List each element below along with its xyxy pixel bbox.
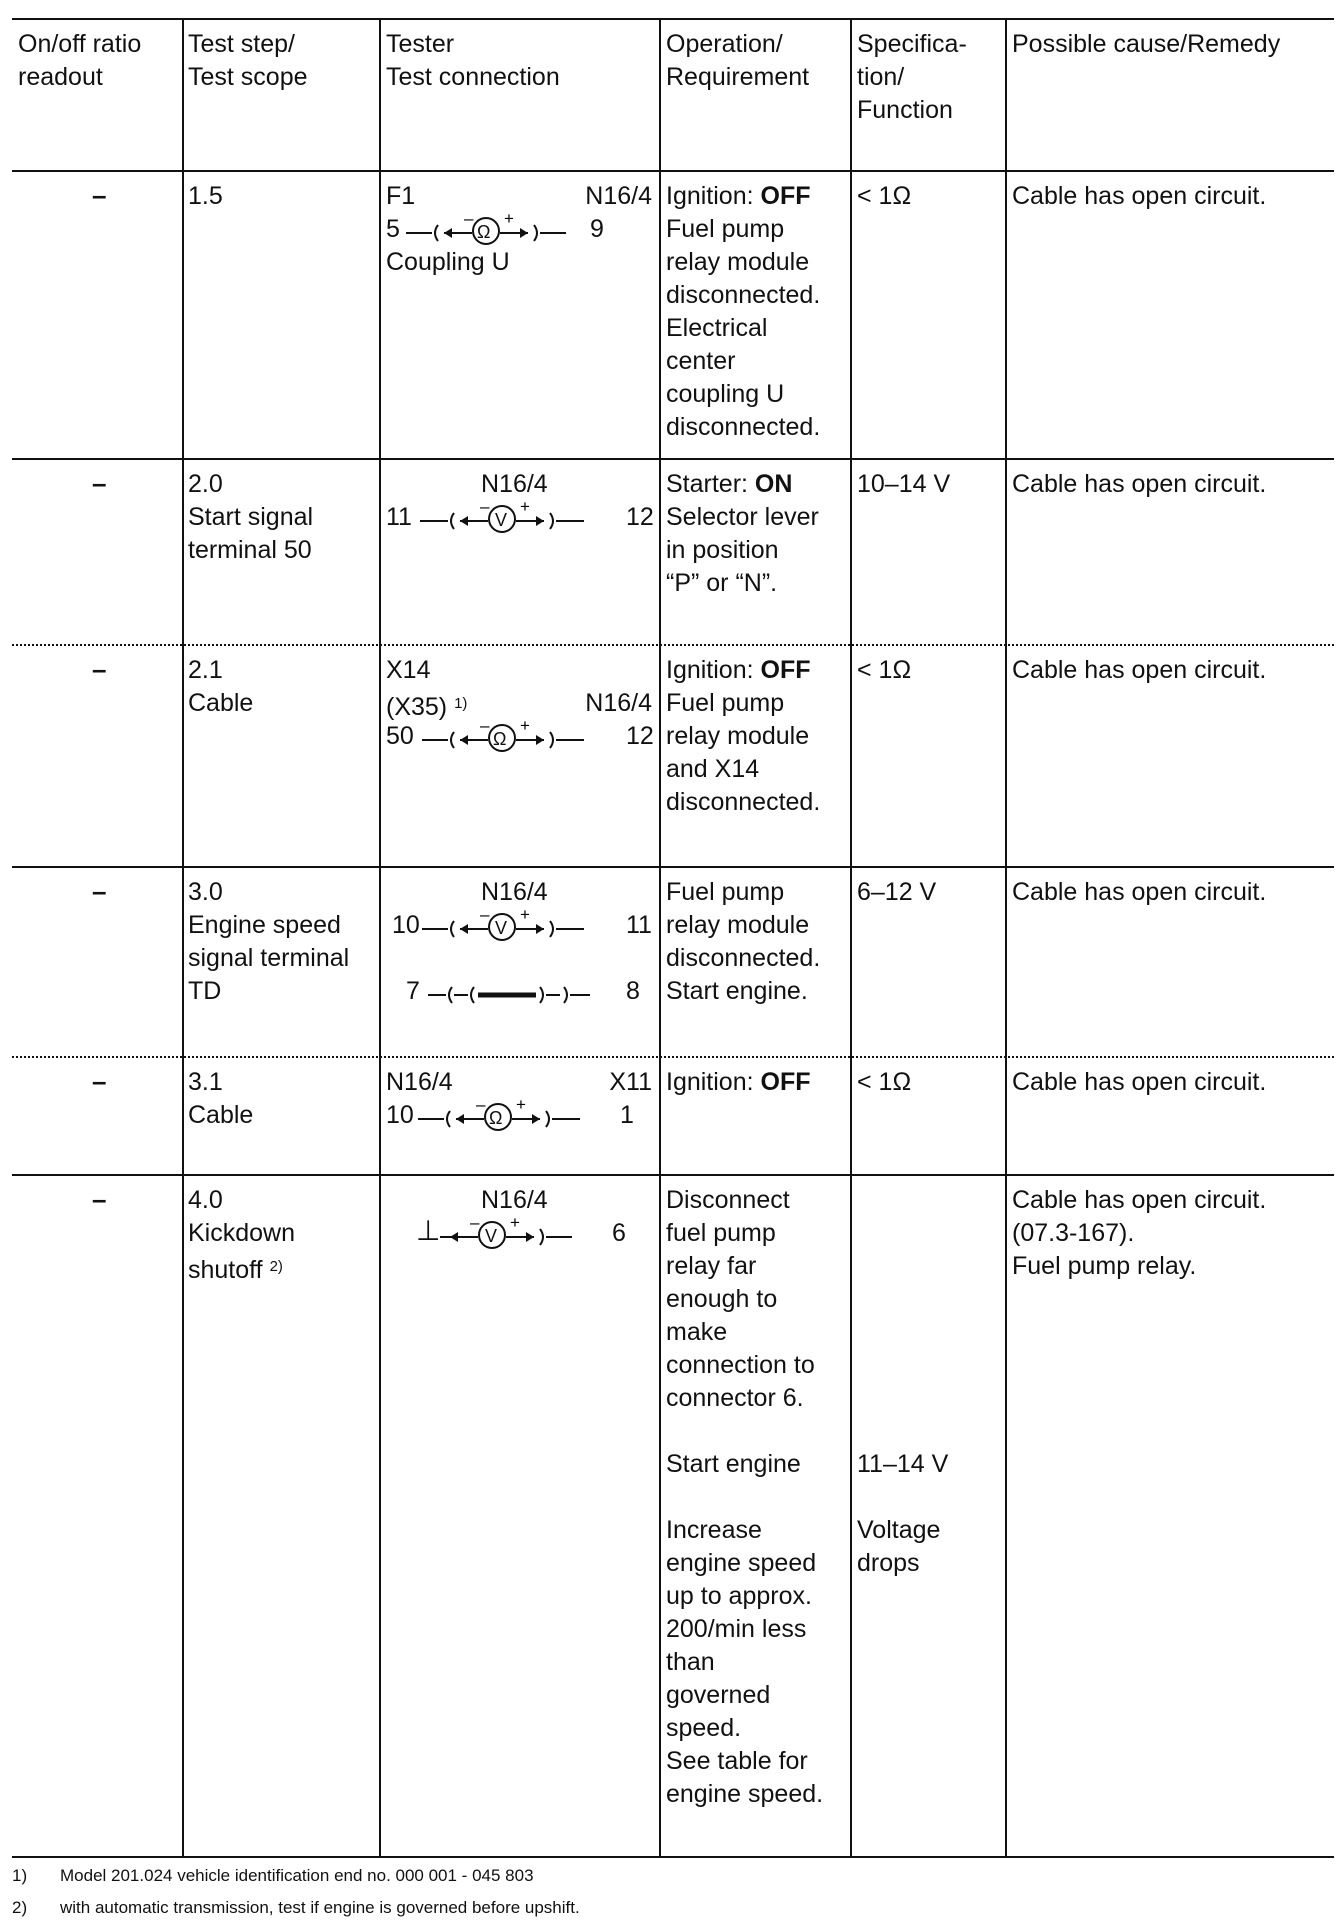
possible-cause: Cable has open circuit.: [1012, 878, 1267, 906]
conn-right-label: X11: [609, 1068, 652, 1096]
col-rule-3: [659, 18, 661, 1858]
footnote-number: 2): [12, 1898, 28, 1917]
ohmmeter-symbol: [404, 209, 594, 246]
operation-detail: Fuel pump relay module disconnected. Start engine.: [666, 878, 821, 1005]
operation: [666, 1066, 811, 1099]
test-step: 1.5: [188, 182, 223, 210]
footnote-text: with automatic transmission, test if engine is governed before upshift.: [60, 1898, 580, 1917]
conn-left-label: N16/4: [386, 1068, 453, 1096]
svg-text:+: +: [510, 1213, 520, 1232]
ohm-symbol: Ω: [493, 729, 507, 749]
footnote-ref: 1): [454, 695, 468, 712]
voltmeter-symbol: [418, 497, 618, 534]
conn-right-pin: 12: [626, 503, 654, 531]
svg-text:+: +: [520, 905, 530, 924]
specification: 10–14 V: [857, 470, 951, 498]
svg-text:+: +: [520, 497, 530, 516]
operation: [666, 654, 811, 687]
test-step: 3.0 Engine speed signal terminal TD: [188, 878, 350, 1005]
ohmmeter-symbol: [416, 1095, 616, 1132]
conn-right-label: N16/4: [585, 182, 652, 210]
operation-state: OFF: [760, 182, 811, 210]
svg-text:–: –: [480, 905, 490, 924]
readout-value: –: [92, 654, 107, 684]
voltmeter-symbol: [438, 1213, 618, 1250]
conn-alt-text: (X35): [386, 693, 448, 721]
rule-row1: [12, 458, 1334, 460]
specification-b: 11–14 V: [857, 1450, 949, 1478]
test-step-last-line: [188, 1250, 283, 1287]
footnote-ref: 2): [269, 1258, 283, 1275]
operation-detail: Fuel pump relay module disconnected. Electrical center coupling U disconnected.: [666, 215, 821, 441]
test-table: [12, 18, 1334, 1858]
possible-cause: Cable has open circuit.: [1012, 656, 1267, 684]
svg-text:+: +: [520, 716, 530, 735]
operation-label: Ignition:: [666, 1068, 761, 1096]
svg-text:–: –: [470, 1213, 480, 1232]
specification-c: Voltage drops: [857, 1516, 941, 1577]
rule-bottom: [12, 1856, 1334, 1858]
specification: < 1Ω: [857, 182, 912, 210]
conn-left-pin: 5: [386, 215, 400, 243]
readout-value: –: [92, 1184, 107, 1214]
conn-top-label: N16/4: [481, 878, 548, 906]
col-rule-1: [182, 18, 184, 1858]
header-readout: On/off ratio readout: [18, 30, 142, 91]
operation: [666, 468, 792, 501]
conn-right-pin: 1: [620, 1101, 634, 1129]
test-step: 4.0 Kickdown: [188, 1186, 295, 1247]
test-connection: [386, 1066, 656, 1136]
operation-label: Ignition:: [666, 182, 761, 210]
operation-step-c: Increase engine speed up to approx. 200/min less than governed speed. See table for engine speed.: [666, 1516, 824, 1808]
svg-text:–: –: [476, 1095, 486, 1114]
ohm-symbol: Ω: [489, 1108, 503, 1128]
ohmmeter-symbol: [420, 716, 620, 753]
conn-right-pin: 9: [590, 215, 604, 243]
ground-symbol: ⊥: [416, 1215, 441, 1246]
conn-note: Coupling U: [386, 248, 510, 276]
conn-right-pin: 6: [612, 1219, 626, 1247]
operation-step-a: Disconnect fuel pump relay far enough to make connection to connector 6.: [666, 1186, 815, 1412]
conn-top-label: N16/4: [481, 1186, 548, 1214]
operation-label: Ignition:: [666, 656, 761, 684]
possible-cause: Cable has open circuit. (07.3-167). Fuel pump relay.: [1012, 1186, 1267, 1280]
conn-right-label: N16/4: [585, 689, 652, 717]
conn-left-label: F1: [386, 182, 416, 210]
specification: 6–12 V: [857, 878, 937, 906]
svg-text:–: –: [480, 497, 490, 516]
svg-text:+: +: [504, 209, 514, 228]
operation-state: OFF: [760, 656, 811, 684]
volt-symbol: V: [485, 1226, 498, 1246]
test-connection: [386, 654, 656, 764]
volt-symbol: V: [495, 510, 508, 530]
volt-symbol: V: [495, 918, 508, 938]
readout-value: –: [92, 180, 107, 210]
operation-state: ON: [754, 470, 793, 498]
conn-top-label: X14: [386, 656, 431, 684]
svg-text:–: –: [480, 716, 490, 735]
footnote-text: Model 201.024 vehicle identification end no. 000 001 - 045 803: [60, 1866, 534, 1885]
conn-left-pin: 10: [392, 911, 420, 939]
conn-right-pin-2: 8: [626, 977, 640, 1005]
header-cause: Possible cause/Remedy: [1012, 30, 1281, 58]
specification: < 1Ω: [857, 1068, 912, 1096]
header-tester: Tester Test connection: [386, 30, 560, 91]
possible-cause: Cable has open circuit.: [1012, 470, 1267, 498]
ohm-symbol: Ω: [477, 222, 491, 242]
svg-text:–: –: [464, 209, 474, 228]
header-test-step: Test step/ Test scope: [188, 30, 308, 91]
conn-left-pin-2: 7: [406, 977, 420, 1005]
header-operation: Operation/ Requirement: [666, 30, 810, 91]
operation-label: Starter:: [666, 470, 755, 498]
test-step: 2.1 Cable: [188, 656, 254, 717]
conn-left-pin: 50: [386, 722, 414, 750]
rule-row4: [12, 1056, 1334, 1058]
operation-detail: Selector lever in position “P” or “N”.: [666, 503, 819, 597]
footnote-number: 1): [12, 1866, 28, 1885]
col-rule-4: [850, 18, 852, 1858]
voltmeter-symbol: [420, 905, 620, 942]
header-specification: Specifica- tion/ Function: [857, 30, 967, 124]
test-step: 2.0 Start signal terminal 50: [188, 470, 314, 564]
test-connection: [386, 1184, 656, 1254]
rule-header: [12, 170, 1334, 172]
rule-top: [12, 18, 1334, 20]
test-step: 3.1 Cable: [188, 1068, 254, 1129]
conn-top-label: N16/4: [481, 470, 548, 498]
test-connection: [386, 468, 656, 538]
readout-value: –: [92, 468, 107, 498]
operation-step-b: Start engine: [666, 1450, 801, 1478]
conn-right-pin: 12: [626, 722, 654, 750]
col-rule-2: [379, 18, 381, 1858]
jumper-cable-symbol: [426, 975, 626, 1008]
test-connection: [386, 876, 656, 1016]
test-connection: [386, 180, 656, 300]
rule-row2: [12, 644, 1334, 646]
readout-value: –: [92, 876, 107, 906]
rule-row3: [12, 866, 1334, 868]
operation-state: OFF: [760, 1068, 811, 1096]
conn-left-pin: 10: [386, 1101, 414, 1129]
col-rule-5: [1005, 18, 1007, 1858]
possible-cause: Cable has open circuit.: [1012, 182, 1267, 210]
possible-cause: Cable has open circuit.: [1012, 1068, 1267, 1096]
operation-detail: Fuel pump relay module and X14 disconnected.: [666, 689, 821, 816]
readout-value: –: [92, 1066, 107, 1096]
test-step-text: shutoff: [188, 1256, 263, 1284]
specification: < 1Ω: [857, 656, 912, 684]
rule-row5: [12, 1174, 1334, 1176]
operation: [666, 180, 811, 213]
conn-right-pin: 11: [626, 911, 652, 939]
conn-left-pin: 11: [386, 503, 412, 531]
conn-alt-label: [386, 687, 467, 724]
svg-text:+: +: [516, 1095, 526, 1114]
